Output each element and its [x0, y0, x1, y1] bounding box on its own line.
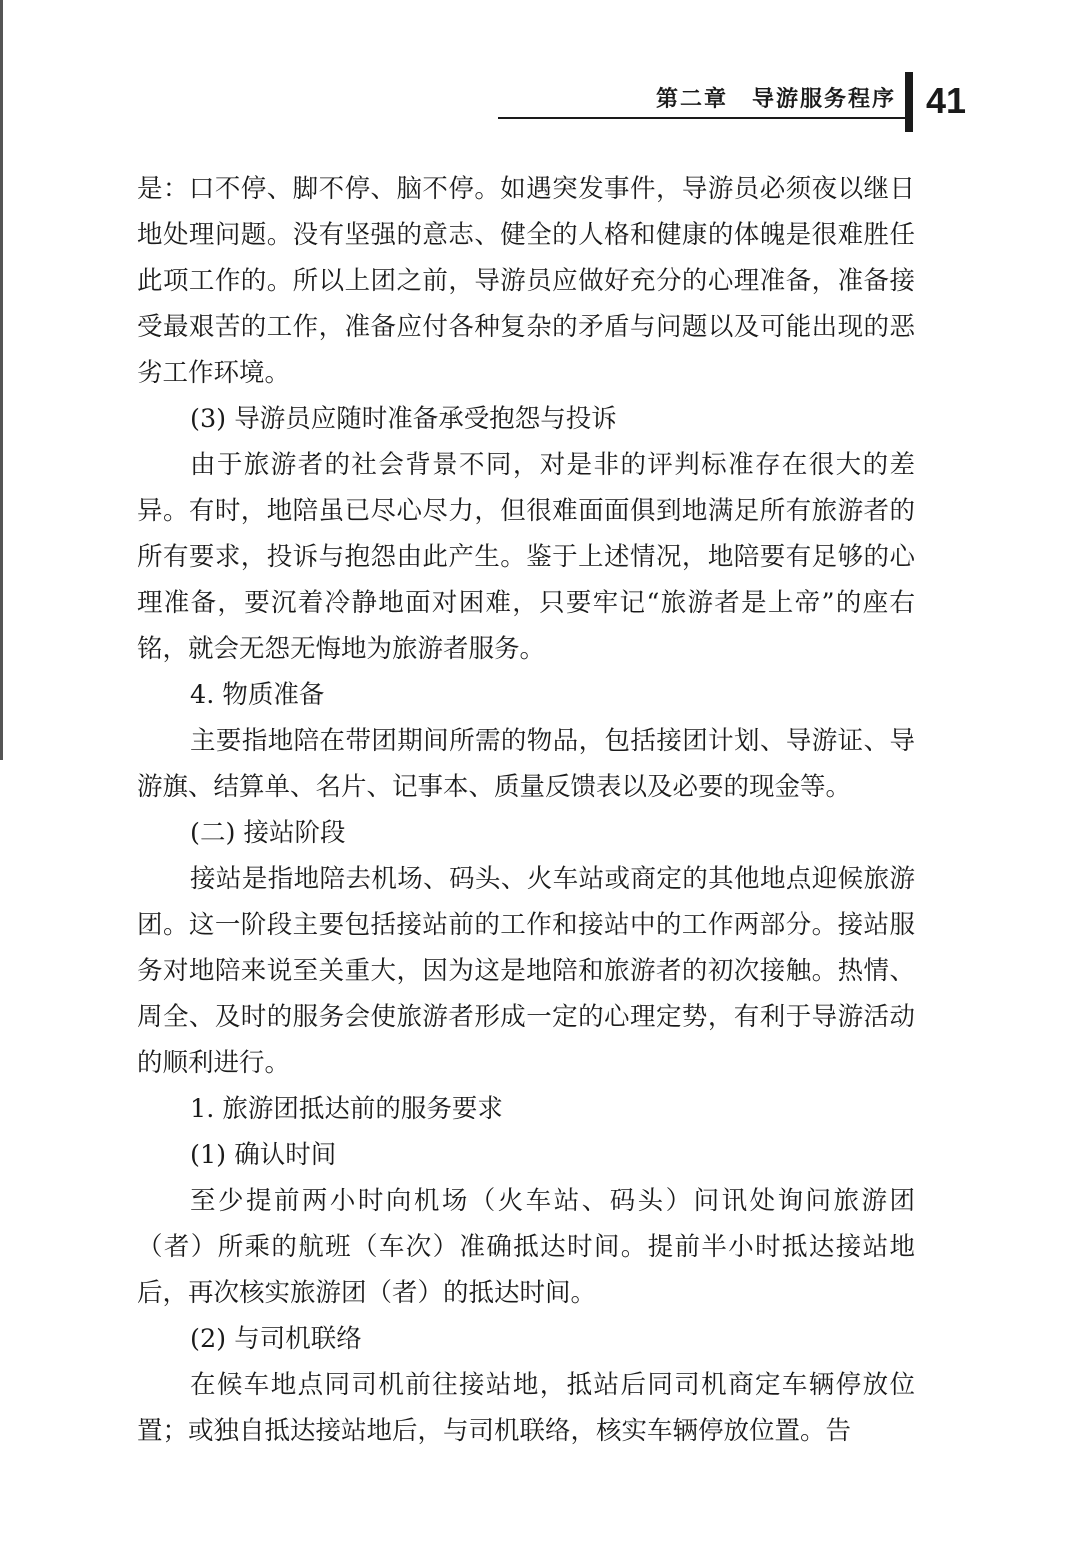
subheading-confirm-time: (1) 确认时间	[190, 1140, 337, 1170]
subheading-contact-driver: (2) 与司机联络	[190, 1324, 362, 1354]
section-heading-pickup-stage: (二) 接站阶段	[190, 818, 346, 848]
paragraph-complaints: 由于旅游者的社会背景不同，对是非的评判标准存在很大的差异。有时，地陪虽已尽心尽力，但很难面面俱到地满足所有旅游者的所有要求，投诉与抱怨由此产生。鉴于上述情况，地陪要有足够的心理准备，要沉着冷静地面对困难，只要牢记“旅游者是上帝”的座右铭，就会无怨无悔地为旅游者服务。	[137, 450, 915, 664]
paragraph-continued: 是：口不停、脚不停、脑不停。如遇突发事件，导游员必须夜以继日地处理问题。没有坚强的意志、健全的人格和健康的体魄是很难胜任此项工作的。所以上团之前，导游员应做好充分的心理准备，准备接受最艰苦的工作，准备应付各种复杂的矛盾与问题以及可能出现的恶劣工作环境。	[137, 174, 915, 388]
running-header: 第二章 导游服务程序	[655, 87, 896, 112]
page-body	[137, 166, 915, 1454]
page-number: 41	[926, 80, 967, 121]
subheading-before-arrival: 1. 旅游团抵达前的服务要求	[190, 1094, 503, 1124]
header-rule	[498, 117, 910, 119]
header-bar	[905, 72, 913, 132]
paragraph-contact-driver: 在候车地点同司机前往接站地，抵站后同司机商定车辆停放位置；或独自抵达接站地后，与司机联络，核实车辆停放位置。告	[137, 1370, 915, 1446]
paragraph-material-prep: 主要指地陪在带团期间所需的物品，包括接团计划、导游证、导游旗、结算单、名片、记事本、质量反馈表以及必要的现金等。	[137, 726, 915, 802]
subheading-material-prep: 4. 物质准备	[190, 680, 325, 710]
subheading-complaints: (3) 导游员应随时准备承受抱怨与投诉	[190, 404, 617, 434]
paragraph-confirm-time: 至少提前两小时向机场（火车站、码头）问讯处询问旅游团（者）所乘的航班（车次）准确抵达时间。提前半小时抵达接站地后，再次核实旅游团（者）的抵达时间。	[137, 1186, 915, 1308]
page-edge-line	[0, 0, 3, 760]
paragraph-pickup-stage: 接站是指地陪去机场、码头、火车站或商定的其他地点迎候旅游团。这一阶段主要包括接站前的工作和接站中的工作两部分。接站服务对地陪来说至关重大，因为这是地陪和旅游者的初次接触。热情、周全、及时的服务会使旅游者形成一定的心理定势，有利于导游活动的顺利进行。	[137, 864, 915, 1078]
